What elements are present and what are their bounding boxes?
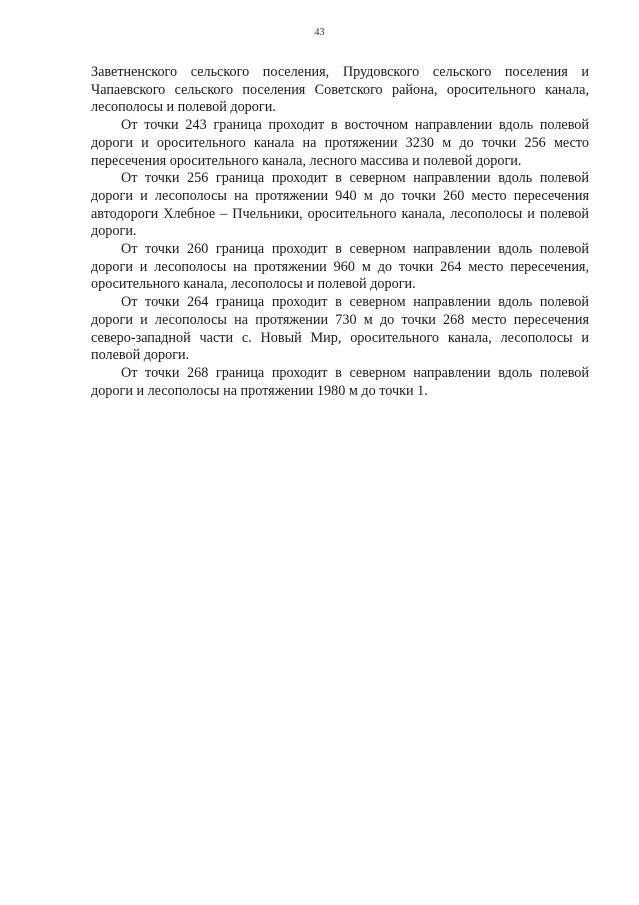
paragraph-point-260: От точки 260 граница проходит в северном направлении вдоль полевой дороги и лесополосы на протяжении 960 м до точки 264 место пересечения, оросительного канала, лесополосы и полевой дороги. — [91, 241, 589, 293]
paragraph-point-256: От точки 256 граница проходит в северном направлении вдоль полевой дороги и лесополосы на протяжении 940 м до точки 260 место пересечения автодороги Хлебное – Пчельники, оросительного канала, лесополосы и полевой дороги. — [91, 170, 589, 240]
paragraph-point-264: От точки 264 граница проходит в северном направлении вдоль полевой дороги и лесополосы на протяжении 730 м до точки 268 место пересечения северо-западной части с. Новый Мир, оросительного канала, лесополосы и полевой дороги. — [91, 294, 589, 364]
paragraph-continuation: Заветненского сельского поселения, Прудовского сельского поселения и Чапаевского сельского поселения Советского района, оросительного канала, лесополосы и полевой дороги. — [91, 64, 589, 116]
document-body — [91, 64, 589, 400]
paragraph-point-243: От точки 243 граница проходит в восточном направлении вдоль полевой дороги и оросительного канала на протяжении 3230 м до точки 256 место пересечения оросительного канала, лесного массива и полевой дороги. — [91, 117, 589, 169]
page-number: 43 — [314, 27, 325, 38]
paragraph-point-268: От точки 268 граница проходит в северном направлении вдоль полевой дороги и лесополосы на протяжении 1980 м до точки 1. — [91, 364, 589, 399]
